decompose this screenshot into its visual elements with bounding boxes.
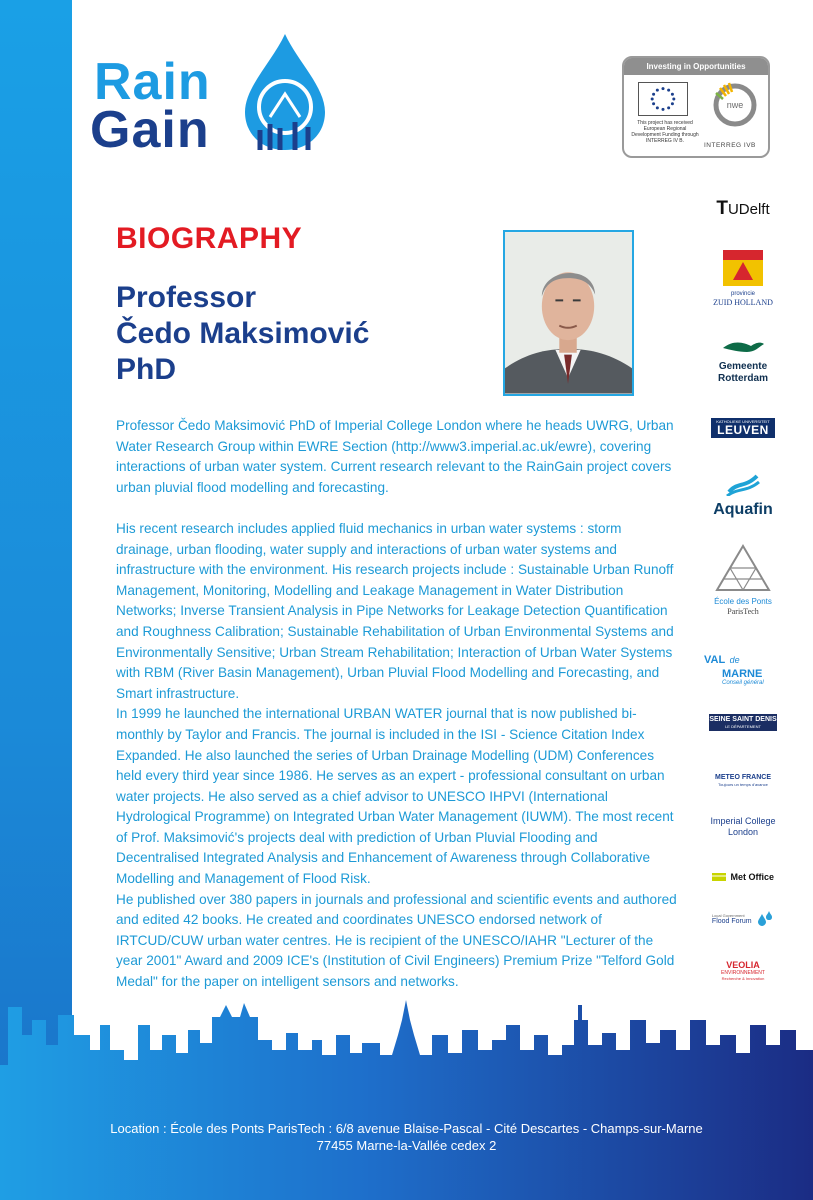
page-title: BIOGRAPHY	[116, 222, 303, 255]
aquafin-wave-icon	[723, 472, 763, 496]
tudelft-t: T	[716, 198, 728, 219]
veolia-text-1: VEOLIA	[726, 960, 760, 970]
professor-portrait	[503, 230, 634, 396]
eu-funding-note: This project has received European Regional Development Funding through INTERREG IV B.	[631, 120, 699, 144]
interreg-programme-label: INTERREG IVB	[704, 142, 756, 149]
city-skyline-footer	[0, 995, 813, 1200]
logo-rain-text: Rain	[94, 53, 211, 111]
bio-paragraph: He published over 380 papers in journals and professional and scientific events and authored and edited 42 books. He created and coordinates UNESCO endorsed network of IRTCUD/CUW urban water centres. He is recipient of the UNESCO/IAHR "Lecturer of the year 2001" Award and 2009 ICE's (Institution of Civil Engineers) Premium Prize "Telford Gold Medal" for the paper on intelligent sensors and networks.	[116, 891, 677, 990]
met-office-text: Met Office	[730, 871, 774, 882]
seine-saint-denis-logo	[698, 714, 788, 731]
tudelft-logo	[698, 198, 788, 220]
meteo-france-logo	[698, 774, 788, 787]
met-office-logo	[698, 868, 788, 886]
enpc-text-2: ParisTech	[727, 607, 759, 616]
location-line-1: Location : École des Ponts ParisTech : 6/8 avenue Blaise-Pascal - Cité Descartes - Champs-sur-Marne	[110, 1121, 703, 1136]
interreg-header: Investing in Opportunities	[624, 58, 768, 75]
flood-forum-text-1: Local Government	[711, 912, 745, 918]
imperial-text-2: London	[727, 827, 759, 837]
bio-paragraph: His recent research includes applied fluid mechanics in urban water systems : storm drainage, urban flooding, water supply and interactions of urban water systems and infrastructure with the environment. His research projects include : Sustainable Urban Runoff Management, Monitoring, Modelling and Leakage Management in Water Distribution Networks; Inverse Transient Analysis in Pipe Networks for Leakage Detection Quantification and Roughness Calibration; Sustainable Rehabilitation of Urban Environmental Systems and Environmentally Sensitive; Urban Stream Rehabilitation; Interaction of Urban Water Systems with RBM (River Basin Management), Urban Pluvial Flood Modelling and Forecasting, and Smart infrastructure.	[116, 520, 674, 701]
rotterdam-bird-icon	[721, 338, 765, 356]
eu-flag-icon	[638, 82, 688, 116]
interreg-badge	[622, 56, 770, 158]
location-line-2: 77455 Marne-la-Vallée cedex 2	[316, 1138, 497, 1153]
name-line-name: Čedo Maksimović	[116, 317, 370, 350]
location-footer	[0, 1120, 813, 1154]
name-line-degree: PhD	[116, 353, 176, 386]
met-office-icon	[712, 873, 726, 881]
zuid-holland-text-3: HOLLAND	[734, 298, 773, 307]
enpc-text-1: École des Ponts	[714, 597, 772, 606]
rotterdam-text-2: Rotterdam	[717, 373, 768, 384]
veolia-logo	[698, 960, 788, 981]
enpc-triangle-icon	[715, 544, 771, 592]
biography-text	[116, 416, 680, 993]
drops-icon	[756, 910, 774, 928]
bio-paragraph: Professor Čedo Maksimović PhD of Imperial College London where he heads UWRG, Urban Water Research Group within EWRE Section (http://www3.imperial.ac.uk/ewre), covering interactions of urban water system. Current research relevant to the RainGain project covers urban pluvial flood modelling and forecasting.	[116, 418, 674, 495]
logo-gain-text: Gain	[90, 101, 210, 159]
valdemarne-text-3: Conseil général	[722, 680, 764, 686]
raingain-logo	[90, 32, 330, 162]
aquafin-logo	[698, 472, 788, 519]
veolia-text-3: Recherche & Innovation	[721, 976, 765, 981]
valdemarne-text-1: VAL	[704, 654, 726, 666]
flood-forum-logo	[698, 910, 788, 928]
zuid-holland-text-2: ZUID	[713, 298, 733, 307]
imperial-text-1: Imperial College	[710, 816, 776, 826]
imperial-college-logo	[698, 816, 788, 838]
flood-forum-text-2: Flood Forum	[711, 917, 752, 925]
zuid-holland-logo	[698, 250, 788, 307]
water-drop-icon	[240, 32, 330, 152]
val-de-marne-logo	[698, 650, 788, 686]
zuid-holland-crest-icon	[723, 250, 763, 286]
meteo-text-2: Toujours un temps d'avance	[718, 782, 768, 787]
professor-name	[116, 280, 369, 388]
zuid-holland-text-1: provincie	[730, 291, 755, 297]
valdemarne-text-2: MARNE	[722, 668, 763, 680]
bio-paragraph: In 1999 he launched the international URBAN WATER journal that is now published bi-monthly by Taylor and Francis. The journal is included in the ISI - Science Citation Index Expanded. He also launched the series of Urban Drainage Modelling (UDM) Conferences held every third year since 1986. He serves as an expert - professional consultant on urban water projects. He also served as a chief advisor to UNESCO IHPVI (International Hydrological Programme) on Integrated Urban Water Management (IUWM). The most recent of Prof. Maksimović's projects deal with prediction of Urban Pluvial Flooding and Decentralised Integrated Analysis and Enhancement of Awareness through Collaborative Modelling and Management of Flood Risk.	[116, 706, 674, 887]
seine-text-1: SEINE SAINT DENIS	[709, 716, 777, 723]
aquafin-text: Aquafin	[713, 501, 773, 518]
meteo-text-1: METEO FRANCE	[715, 774, 771, 781]
leuven-logo	[698, 418, 788, 438]
leuven-small-text: KATHOLIEKE UNIVERSITEIT	[716, 419, 770, 424]
valdemarne-de: de	[729, 655, 740, 665]
veolia-text-2: ENVIRONNEMENT	[721, 970, 765, 976]
nwe-text: nwe	[726, 100, 744, 110]
seine-text-2: LE DÉPARTEMENT	[725, 724, 761, 729]
nwe-ring-icon	[712, 82, 758, 128]
tudelft-text: UDelft	[727, 201, 770, 218]
leuven-text: LEUVEN	[717, 423, 769, 437]
rotterdam-text-1: Gemeente	[718, 361, 768, 372]
name-line-title: Professor	[116, 281, 257, 314]
enpc-logo	[698, 544, 788, 617]
rotterdam-logo	[698, 338, 788, 385]
